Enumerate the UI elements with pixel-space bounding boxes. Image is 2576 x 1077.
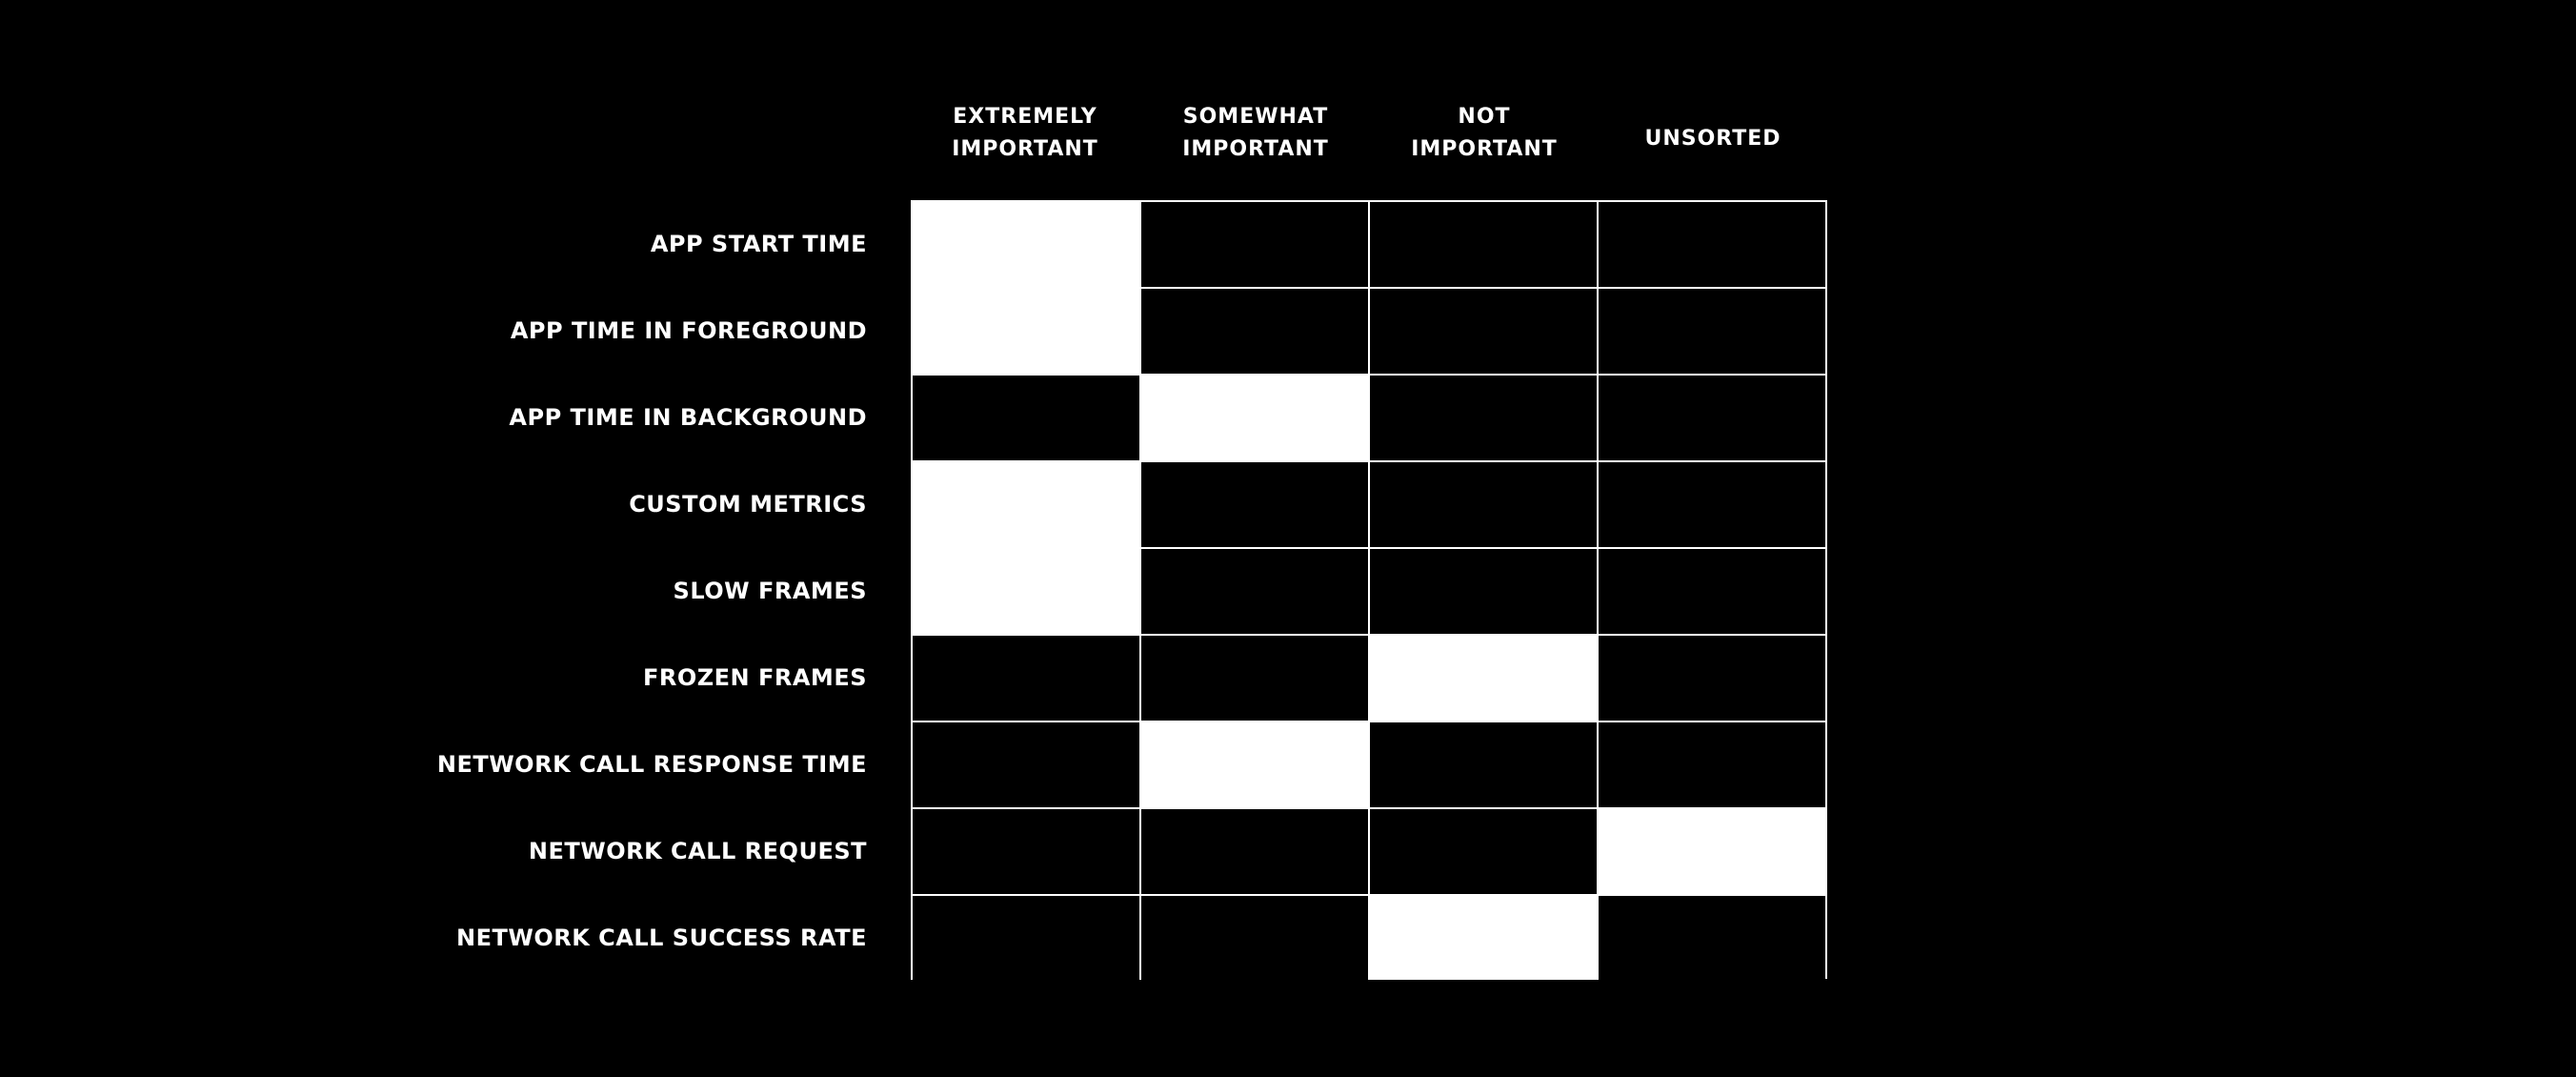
grid-row xyxy=(911,547,1825,634)
grid-cell-somewhat-important[interactable] xyxy=(1139,547,1368,634)
row-label-slow-frames: SLOW FRAMES xyxy=(673,577,867,604)
row-label-app-time-in-foreground: APP TIME IN FOREGROUND xyxy=(510,316,867,344)
grid-row xyxy=(911,634,1825,721)
grid-row xyxy=(911,894,1825,980)
grid-cell-somewhat-important[interactable] xyxy=(1139,374,1368,460)
grid-row xyxy=(911,287,1825,374)
column-header-extremely-important: EXTREMELY IMPORTANT xyxy=(952,105,1098,161)
grid-cell-unsorted[interactable] xyxy=(1597,547,1825,634)
grid-cell-unsorted[interactable] xyxy=(1597,807,1825,894)
grid-cell-not-important[interactable] xyxy=(1368,807,1597,894)
grid-row xyxy=(911,374,1825,460)
grid-cell-extremely-important[interactable] xyxy=(911,807,1139,894)
grid-cell-somewhat-important[interactable] xyxy=(1139,287,1368,374)
grid-row xyxy=(911,460,1825,547)
grid-cell-extremely-important[interactable] xyxy=(911,460,1139,547)
row-label-frozen-frames: FROZEN FRAMES xyxy=(642,663,867,691)
grid-cell-unsorted[interactable] xyxy=(1597,460,1825,547)
grid-cell-not-important[interactable] xyxy=(1368,634,1597,721)
grid-cell-extremely-important[interactable] xyxy=(911,287,1139,374)
column-header-not-important: NOT IMPORTANT xyxy=(1411,105,1558,161)
column-headers xyxy=(911,95,1827,172)
row-label-network-call-success-rate: NETWORK CALL SUCCESS RATE xyxy=(456,924,867,951)
row-labels xyxy=(0,200,867,979)
grid-cell-extremely-important[interactable] xyxy=(911,894,1139,980)
grid-cell-unsorted[interactable] xyxy=(1597,721,1825,807)
column-header-somewhat-important: SOMEWHAT IMPORTANT xyxy=(1182,105,1329,161)
row-label-app-time-in-background: APP TIME IN BACKGROUND xyxy=(509,403,867,431)
grid-cell-unsorted[interactable] xyxy=(1597,634,1825,721)
grid-cell-somewhat-important[interactable] xyxy=(1139,460,1368,547)
row-label-network-call-request: NETWORK CALL REQUEST xyxy=(528,837,867,864)
grid-cell-not-important[interactable] xyxy=(1368,287,1597,374)
grid-row xyxy=(911,200,1825,287)
grid-cell-not-important[interactable] xyxy=(1368,894,1597,980)
grid-cell-not-important[interactable] xyxy=(1368,460,1597,547)
grid-cell-extremely-important[interactable] xyxy=(911,200,1139,287)
grid-cell-extremely-important[interactable] xyxy=(911,634,1139,721)
grid-row xyxy=(911,807,1825,894)
grid-cell-not-important[interactable] xyxy=(1368,721,1597,807)
grid-cell-unsorted[interactable] xyxy=(1597,374,1825,460)
grid-cell-extremely-important[interactable] xyxy=(911,547,1139,634)
grid-cell-not-important[interactable] xyxy=(1368,547,1597,634)
row-label-network-call-response-time: NETWORK CALL RESPONSE TIME xyxy=(436,750,867,778)
grid-cell-not-important[interactable] xyxy=(1368,200,1597,287)
grid-cell-not-important[interactable] xyxy=(1368,374,1597,460)
grid-cell-somewhat-important[interactable] xyxy=(1139,634,1368,721)
grid-cell-somewhat-important[interactable] xyxy=(1139,200,1368,287)
sorting-grid xyxy=(911,200,1827,979)
grid-cell-extremely-important[interactable] xyxy=(911,374,1139,460)
grid-cell-unsorted[interactable] xyxy=(1597,894,1825,980)
row-label-custom-metrics: CUSTOM METRICS xyxy=(629,490,867,518)
grid-cell-unsorted[interactable] xyxy=(1597,287,1825,374)
grid-cell-somewhat-important[interactable] xyxy=(1139,807,1368,894)
column-header-unsorted: UNSORTED xyxy=(1644,127,1781,151)
grid-cell-unsorted[interactable] xyxy=(1597,200,1825,287)
grid-row xyxy=(911,721,1825,807)
grid-cell-somewhat-important[interactable] xyxy=(1139,894,1368,980)
grid-cell-extremely-important[interactable] xyxy=(911,721,1139,807)
row-label-app-start-time: APP START TIME xyxy=(650,230,867,257)
grid-cell-somewhat-important[interactable] xyxy=(1139,721,1368,807)
